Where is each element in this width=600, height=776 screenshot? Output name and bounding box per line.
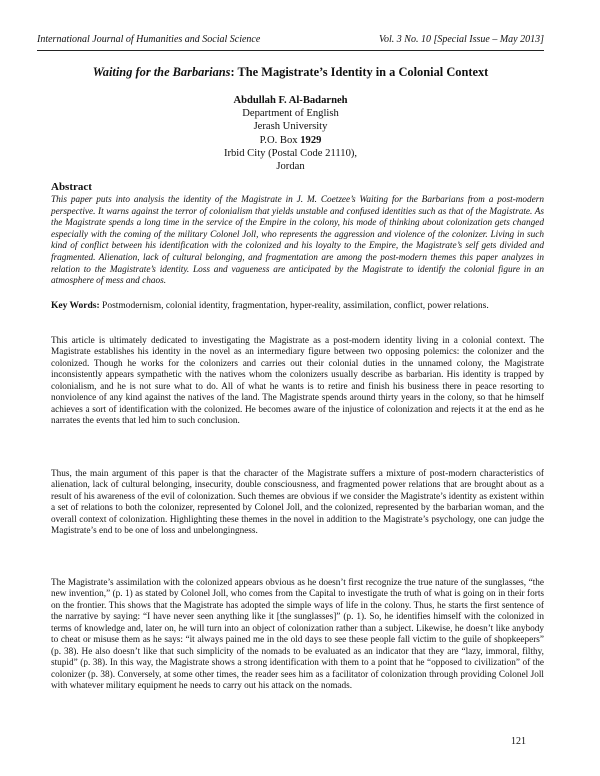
po-box-number: 1929 — [300, 134, 322, 146]
author-city: Irbid City (Postal Code 21110), — [223, 147, 358, 159]
author-university: Jerash University — [253, 121, 328, 133]
body-paragraph-3: The Magistrate’s assimilation with the colonized appears obvious as he doesn’t first recognize the true nature of the sunglasses, “the new invention,” (p. 1) as stated by Colonel Joll, who comes from the Capital to investigate the truth of what is going on in their forts on the frontier. This shows that the Magistrate has adopted the simple ways of life in the colony. Thus, he starts the first sentence of the narrative by saying: “I have never seen anything like it [the sunglasses]” (p. 1). So, he identifies himself with the colonized in terms of knowledge and, later on, he will turn into an object of colonization rather than a subject. Likewise, he doesn’t like anybody to cheat or misuse them as he says: “it always pained me in the old days to see these people fall victim to the guile of shopkeepers” (p. 38). He also doesn’t like that such simplicity of the nomads to be evaluated as an indicator that they are “lazy, immoral, filthy, stupid” (p. 38). In this way, the Magistrate shows a strong identification with them to a point that he “opposed to civilization” of the colonizer (p. 38). Conversely, at some other times, the reader sees him as a facilitator of colonization through providing Colonel Joll with whatever military equipment he needs to carry out his attack on the nomads. — [51, 578, 544, 692]
keywords — [51, 301, 544, 313]
running-header — [37, 34, 544, 48]
author-department: Department of English — [242, 108, 339, 120]
paper-title — [37, 65, 544, 80]
journal-name: International Journal of Humanities and Social Science — [37, 34, 261, 45]
body-paragraph-1: This article is ultimately dedicated to investigating the Magistrate as a post-modern identity living in a colonial context. The Magistrate establishes his identity in the novel as an intermediary figure between two opposing polemics: the colonizer and the colonized. Though he works for the colonizers and carries out their colonial duties in the unnamed colony, the Magistrate inconsistently appears sympathetic with the natives whom the colonizers usually describe as barbarian. His identity is trapped by colonialism, and he is not sure what to do. All of what he wants is to retire and finish his business there in peace resorting to nonviolence of any kind against the natives of the land. The Magistrate spends around thirty years in the colony, so that he himself achieves a sort of identification with the colonized. He becomes aware of the injustice of colonization and rejects it at the end as he narrates the events that led him to such conclusion. — [51, 336, 544, 427]
page-number: 121 — [511, 736, 526, 747]
title-novel: Waiting for the Barbarians — [92, 65, 231, 79]
keywords-label: Key Words: — [51, 301, 100, 311]
keywords-text: Postmodernism, colonial identity, fragmentation, hyper-reality, assimilation, conflict, power relations. — [99, 301, 489, 311]
body-paragraph-2: Thus, the main argument of this paper is that the character of the Magistrate suffers a mixture of post-modern characteristics of alienation, lack of cultural belonging, insecurity, double consciousness, and fragmented power relations that are brought about as a result of his awareness of the evil of colonization. Such themes are obvious if we consider the Magistrate’s identity as existent within a set of relations to both the colonizer, represented by Colonel Joll, and the colonized, represented by the barbarian woman, and the overall context of colonization. Highlighting these themes in the novel in addition to the Magistrate’s psychology, one can judge the Magistrate’s end to be one of loss and unbelongingness. — [51, 469, 544, 537]
po-box-label: P.O. Box — [259, 134, 298, 146]
author-country: Jordan — [276, 161, 305, 173]
author-po-box — [37, 134, 544, 147]
abstract-heading: Abstract — [51, 181, 92, 193]
issue-info: Vol. 3 No. 10 [Special Issue – May 2013] — [379, 34, 544, 45]
author-name: Abdullah F. Al-Badarneh — [233, 95, 348, 106]
abstract-text: This paper puts into analysis the identity of the Magistrate in J. M. Coetzee’s Waiting for the Barbarians from a post-modern perspective. It warns against the terror of colonialism that yields unstable and confused identities such as that of the Magistrate. As the Magistrate spends a long time in the service of the Empire in the colony, his mode of thinking about colonization gets changed especially with the coming of the military Colonel Joll, who represents the aggression and violence of the colonizer. Living in such kind of conflict between his identification with the colonized and his loyalty to the Empire, the Magistrate’s self gets divided and fragmented. Alienation, lack of cultural belonging, and fragmentation are among the post-modern themes this paper analyzes in relation to the Magistrate’s identity. Loss and vagueness are anticipated by the Magistrate to identify the colonial figure in an atmosphere of mess and chaos. — [51, 195, 544, 287]
header-rule — [37, 50, 544, 51]
author-block — [37, 94, 544, 173]
title-rest: : The Magistrate’s Identity in a Colonial Context — [230, 65, 489, 79]
